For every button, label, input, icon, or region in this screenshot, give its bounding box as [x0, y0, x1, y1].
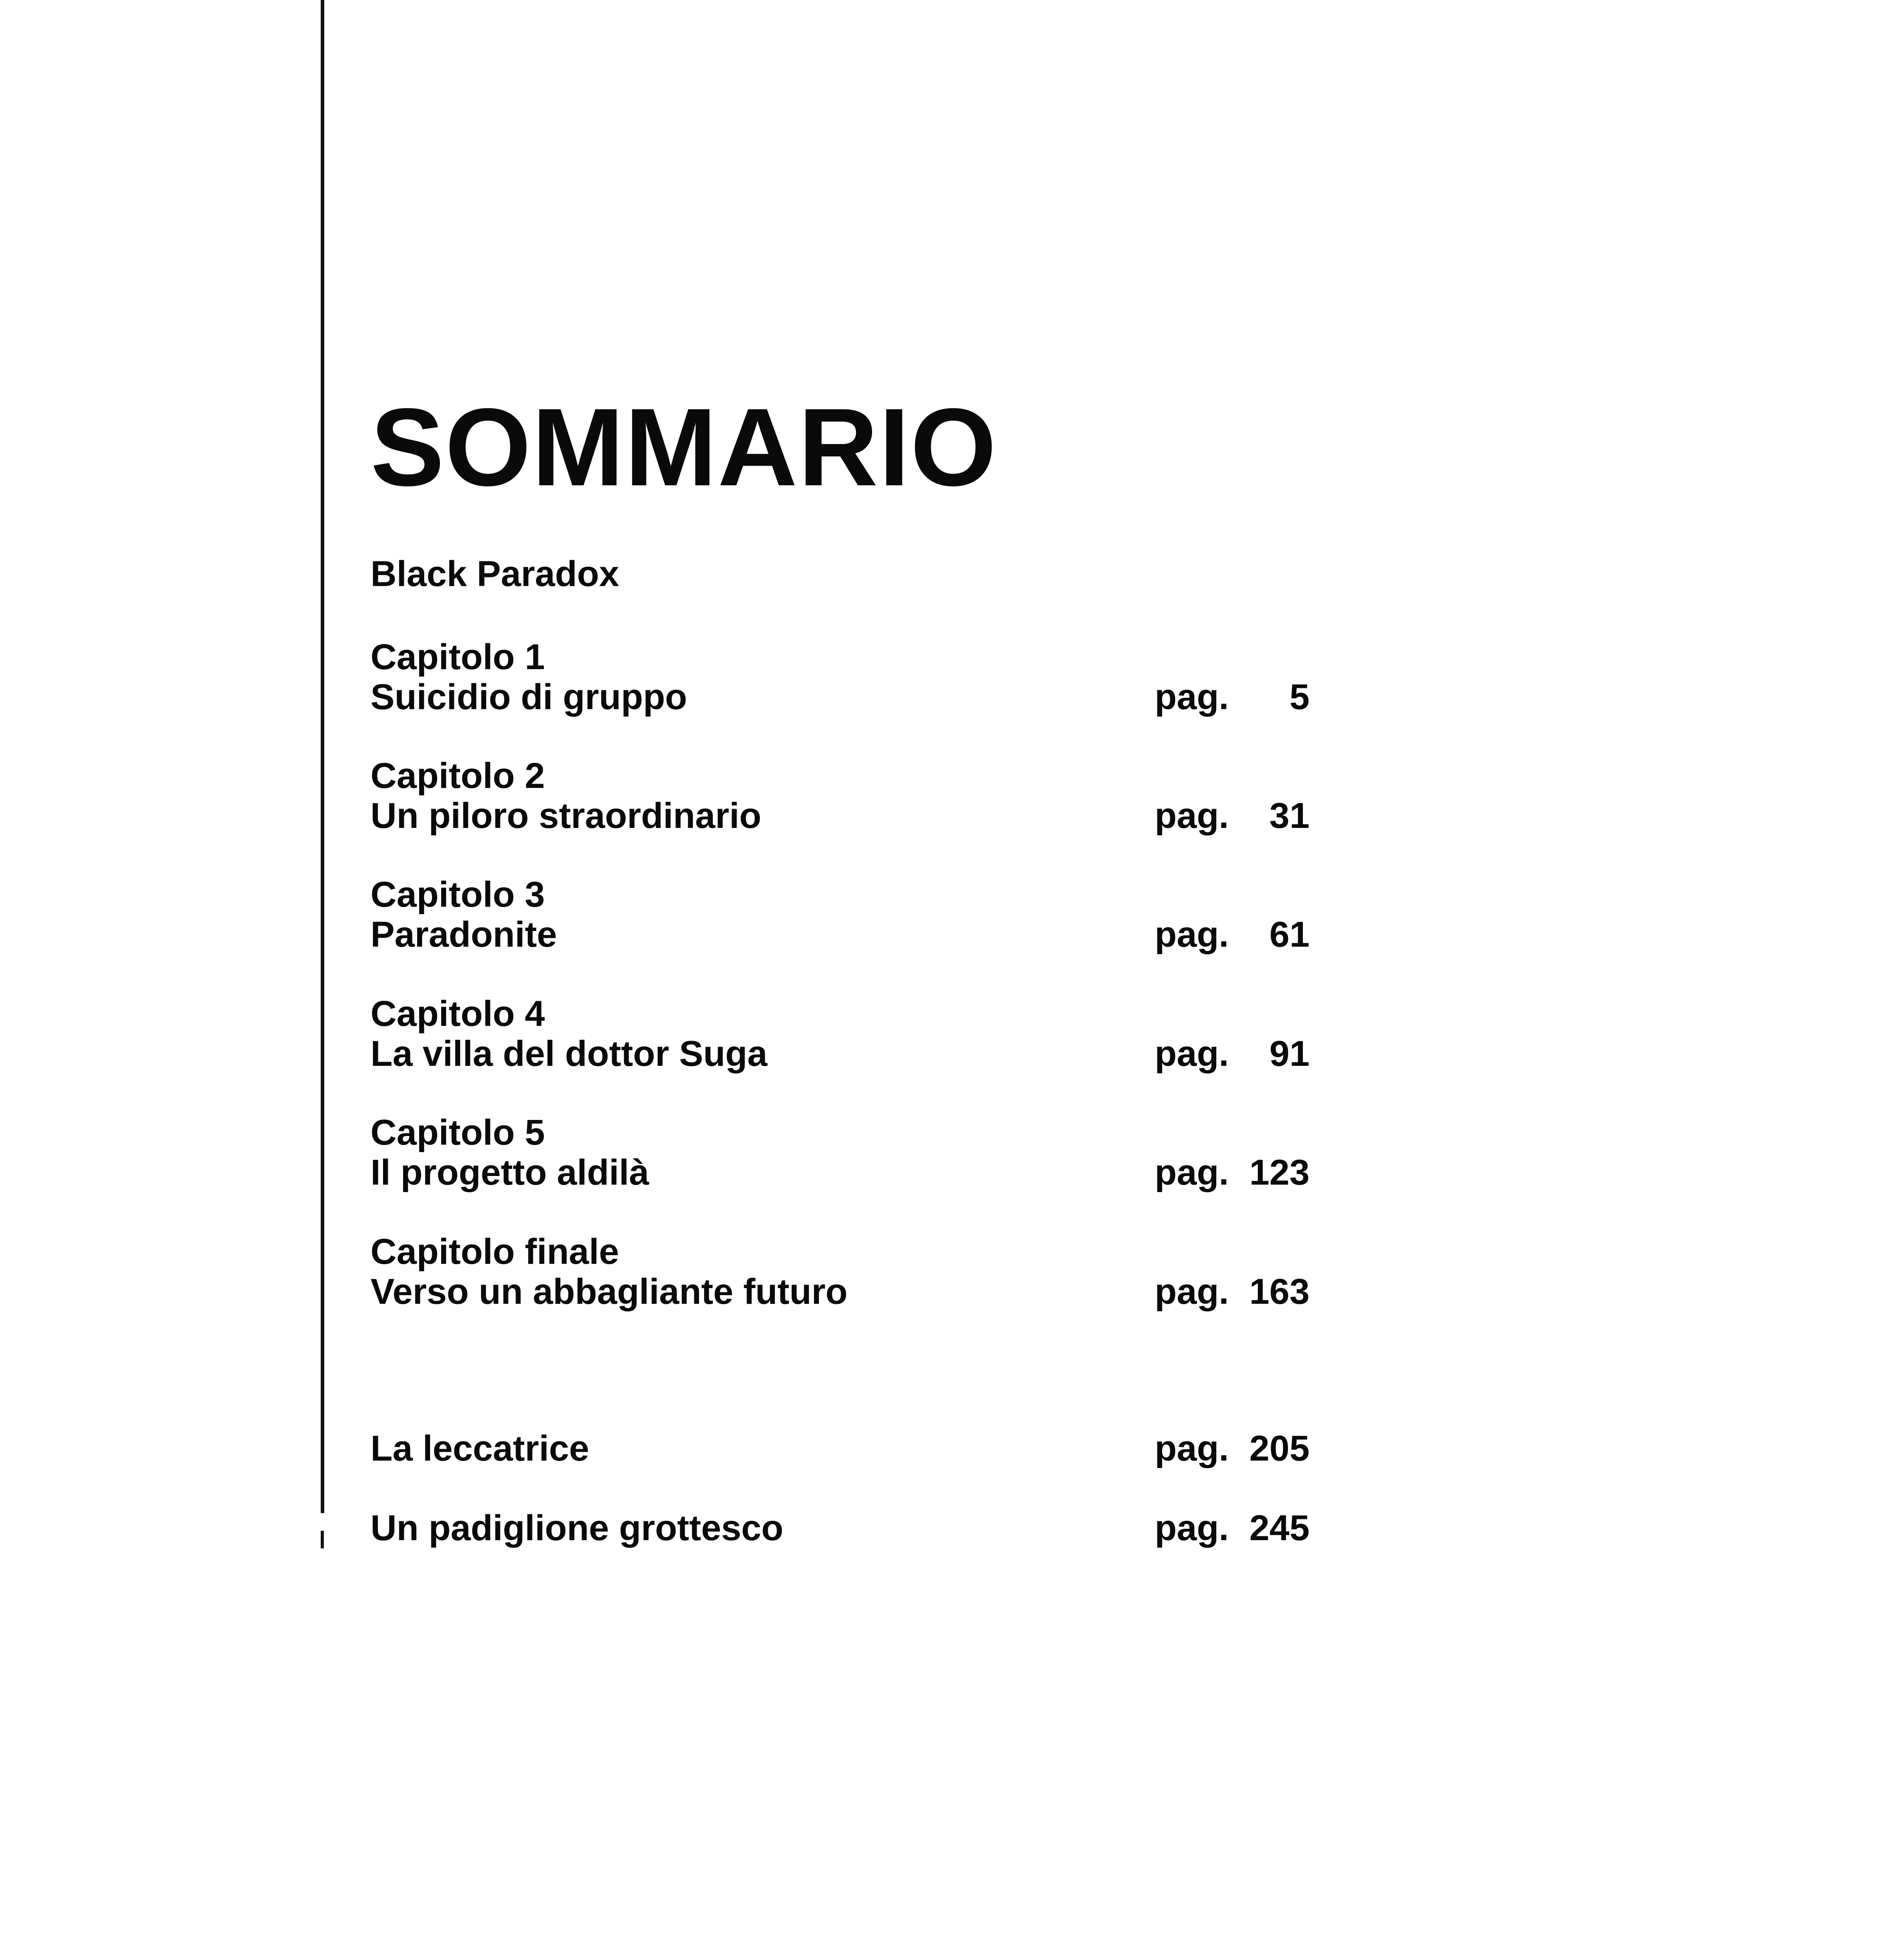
- page-abbreviation: pag.: [1155, 796, 1229, 836]
- toc-entry-chapter-4: [371, 994, 1312, 1074]
- toc-entry-chapter-finale: [371, 1232, 1312, 1312]
- page-abbreviation: pag.: [1155, 1428, 1229, 1468]
- chapter-title: Suicidio di gruppo: [371, 677, 687, 717]
- table-of-contents: [371, 385, 1351, 1548]
- toc-entry-chapter-5: [371, 1112, 1312, 1192]
- chapter-title: Il progetto aldilà: [371, 1152, 649, 1192]
- page-reference: [1155, 1152, 1310, 1192]
- chapter-label: Capitolo finale: [371, 1232, 619, 1272]
- chapter-title: Paradonite: [371, 915, 557, 955]
- toc-entry-chapter-2: [371, 756, 1312, 836]
- page-abbreviation: pag.: [1155, 1272, 1229, 1312]
- chapter-title: La villa del dottor Suga: [371, 1034, 768, 1074]
- page-number: 123: [1249, 1152, 1310, 1192]
- chapter-title: Verso un abbagliante futuro: [371, 1272, 848, 1312]
- page-number: 163: [1249, 1272, 1310, 1312]
- page-number: 61: [1269, 915, 1310, 955]
- page-number: 245: [1249, 1508, 1310, 1548]
- page-reference: [1155, 1272, 1310, 1312]
- page-number: 5: [1289, 677, 1310, 717]
- page-abbreviation: pag.: [1155, 1508, 1229, 1548]
- chapter-label: Capitolo 3: [371, 875, 545, 915]
- page-reference: [1155, 1034, 1310, 1074]
- page-reference: [1155, 915, 1310, 955]
- toc-entry-extra-2: [371, 1508, 1312, 1548]
- story-title: Un padiglione grottesco: [371, 1508, 783, 1548]
- toc-entry-chapter-1: [371, 637, 1312, 717]
- page-reference: [1155, 1428, 1310, 1468]
- toc-section-title: Black Paradox: [371, 554, 619, 594]
- toc-entry-chapter-3: [371, 875, 1312, 955]
- toc-title: SOMMARIO: [371, 385, 997, 509]
- page-number: 91: [1269, 1034, 1310, 1074]
- page-abbreviation: pag.: [1155, 677, 1229, 717]
- page-abbreviation: pag.: [1155, 1152, 1229, 1192]
- chapter-title: Un piloro straordinario: [371, 796, 761, 836]
- chapter-label: Capitolo 5: [371, 1112, 545, 1152]
- chapter-label: Capitolo 4: [371, 994, 545, 1034]
- story-title: La leccatrice: [371, 1428, 589, 1468]
- binding-rule-mark: [321, 1531, 324, 1548]
- toc-entry-extra-1: [371, 1428, 1312, 1468]
- page-reference: [1155, 677, 1310, 717]
- page-number: 31: [1269, 796, 1310, 836]
- page-reference: [1155, 1508, 1310, 1548]
- chapter-label: Capitolo 1: [371, 637, 545, 677]
- binding-rule: [321, 0, 324, 1513]
- page-abbreviation: pag.: [1155, 915, 1229, 955]
- page-abbreviation: pag.: [1155, 1034, 1229, 1074]
- page-reference: [1155, 796, 1310, 836]
- chapter-label: Capitolo 2: [371, 756, 545, 796]
- page-number: 205: [1249, 1428, 1310, 1468]
